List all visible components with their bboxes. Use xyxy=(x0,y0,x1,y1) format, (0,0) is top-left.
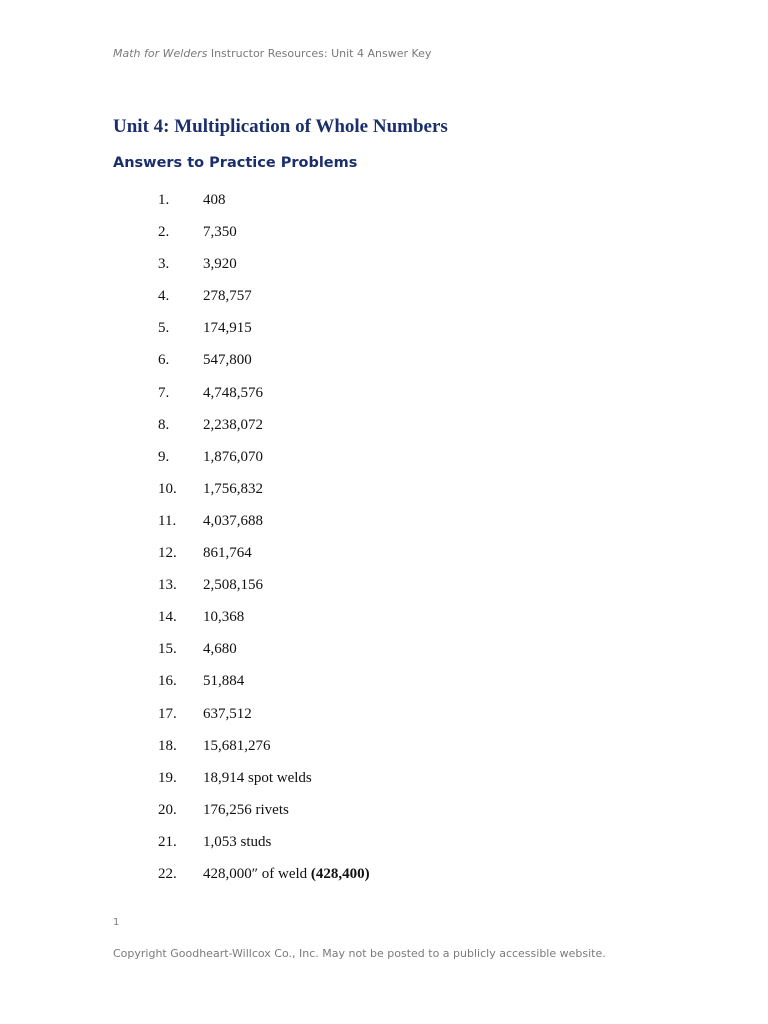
answer-number: 15. xyxy=(158,641,177,658)
answer-item xyxy=(158,318,370,350)
answer-number: 22. xyxy=(158,865,177,882)
answer-item xyxy=(158,254,370,286)
answer-number: 17. xyxy=(158,705,177,722)
answer-item xyxy=(158,671,370,703)
answer-item xyxy=(158,479,370,511)
answer-number: 7. xyxy=(158,384,170,401)
answer-item xyxy=(158,190,370,222)
answer-number: 13. xyxy=(158,577,177,594)
answer-text: 861,764 xyxy=(203,545,252,562)
answer-text: 1,053 studs xyxy=(203,833,272,850)
answer-number: 14. xyxy=(158,609,177,626)
answer-item xyxy=(158,736,370,768)
answer-number: 11. xyxy=(158,512,177,529)
section-title: Answers to Practice Problems xyxy=(113,155,358,171)
answer-item xyxy=(158,832,370,864)
page-number: 1 xyxy=(113,917,120,928)
answer-item xyxy=(158,447,370,479)
answer-number: 3. xyxy=(158,256,170,273)
answer-text: 1,756,832 xyxy=(203,480,263,497)
answer-item xyxy=(158,639,370,671)
answer-text: 428,000″ of weld xyxy=(203,865,311,882)
answer-text: 4,680 xyxy=(203,641,237,658)
answer-text: 51,884 xyxy=(203,673,245,690)
answer-text: 4,748,576 xyxy=(203,384,263,401)
answer-item xyxy=(158,704,370,736)
answer-text: 10,368 xyxy=(203,609,245,626)
answer-number: 20. xyxy=(158,801,177,818)
answer-number: 9. xyxy=(158,448,170,465)
answer-item xyxy=(158,800,370,832)
answer-text: 2,238,072 xyxy=(203,416,263,433)
answer-item xyxy=(158,415,370,447)
answer-number: 2. xyxy=(158,224,170,241)
answer-number: 10. xyxy=(158,480,177,497)
unit-title: Unit 4: Multiplication of Whole Numbers xyxy=(113,116,448,137)
answer-number: 12. xyxy=(158,545,177,562)
answer-text: 4,037,688 xyxy=(203,512,263,529)
answer-text: 1,876,070 xyxy=(203,448,263,465)
header-subtitle: Instructor Resources: Unit 4 Answer Key xyxy=(207,47,432,60)
answer-number: 8. xyxy=(158,416,170,433)
answer-item xyxy=(158,350,370,382)
answer-text: 18,914 spot welds xyxy=(203,769,312,786)
answer-text: 176,256 rivets xyxy=(203,801,289,818)
answer-item xyxy=(158,607,370,639)
answer-number: 16. xyxy=(158,673,177,690)
answer-item xyxy=(158,543,370,575)
answer-item xyxy=(158,511,370,543)
answer-text: 7,350 xyxy=(203,224,237,241)
answer-item xyxy=(158,383,370,415)
answer-text: 15,681,276 xyxy=(203,737,271,754)
answer-item xyxy=(158,286,370,318)
answer-number: 1. xyxy=(158,192,170,208)
answer-number: 5. xyxy=(158,320,170,337)
copyright-notice: Copyright Goodheart-Willcox Co., Inc. May not be posted to a publicly accessible website. xyxy=(113,947,606,960)
answer-text: 278,757 xyxy=(203,288,252,305)
answer-list xyxy=(158,190,370,896)
answer-text: 637,512 xyxy=(203,705,252,722)
answer-text: 408 xyxy=(203,192,226,208)
answer-number: 6. xyxy=(158,352,170,369)
answer-text: 2,508,156 xyxy=(203,577,263,594)
answer-bold: (428,400) xyxy=(310,865,370,882)
answer-text: 174,915 xyxy=(203,320,252,337)
answer-text: 547,800 xyxy=(203,352,252,369)
running-header xyxy=(113,47,431,60)
answer-item xyxy=(158,864,370,896)
answer-item xyxy=(158,222,370,254)
answer-number: 4. xyxy=(158,288,170,305)
answer-number: 18. xyxy=(158,737,177,754)
answer-text: 3,920 xyxy=(203,256,237,273)
answer-number: 19. xyxy=(158,769,177,786)
answer-item xyxy=(158,575,370,607)
answer-item xyxy=(158,768,370,800)
book-title: Math for Welders xyxy=(113,47,208,60)
answer-number: 21. xyxy=(158,833,177,850)
